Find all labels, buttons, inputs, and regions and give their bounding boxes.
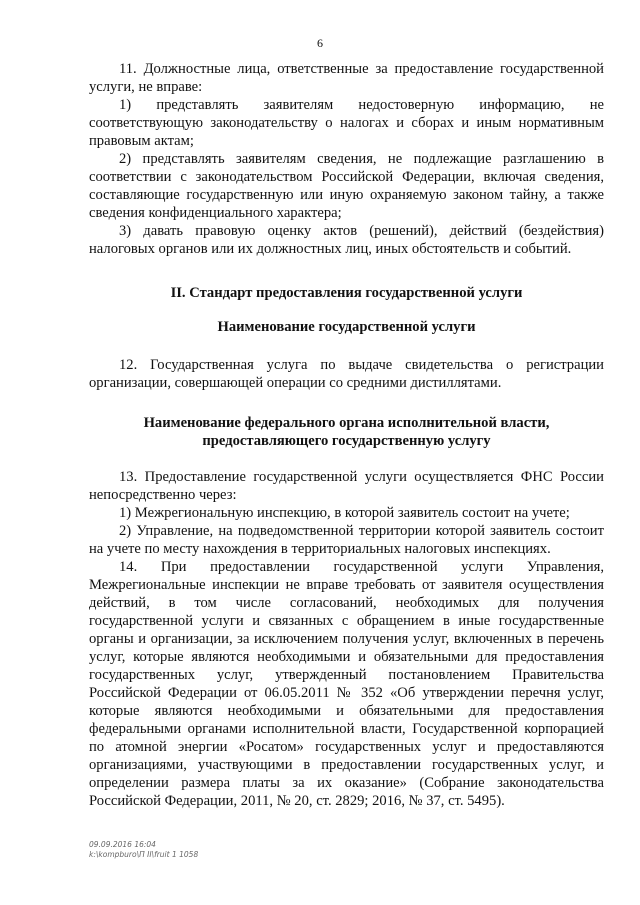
- paragraph-13-item-1: 1) Межрегиональную инспекцию, в которой заявитель состоит на учете;: [119, 505, 570, 521]
- paragraph-11-item-2: 2) представлять заявителям сведения, не подлежащие разглашению в соответствии с законодательством Российской Федерации, включая сведения, составляющие государственную или иную охраняемую законом тайну, а также сведения конфиденциального характера;: [89, 151, 604, 221]
- subheading-authority: [89, 414, 604, 450]
- paragraph-14: 14. При предоставлении государственной услуги Управления, Межрегиональные инспекции не вправе требовать от заявителя осуществления действий, в том числе согласований, необходимых для получения государственной услуги и связанных с обращением в иные государственные органы и организации, за исключением получения услуг, включенных в перечень услуг, которые являются необходимыми и обязательными для предоставления государственных услуг, утвержденный постановлением Правительства Российской Федерации от 06.05.2011 № 352 «Об утверждении перечня услуг, которые являются необходимыми и обязательными для предоставления федеральными органами исполнительной власти, Государственной корпорацией по атомной энергии «Росатом» государственных услуг и предоставляются организациями, участвующими в предоставлении государственных услуг, и определении размера платы за их оказание» (Собрание законодательства Российской Федерации, 2011, № 20, ст. 2829; 2016, № 37, ст. 5495).: [89, 559, 604, 809]
- section-heading: II. Стандарт предоставления государственной услуги: [170, 285, 523, 301]
- paragraph-11: 11. Должностные лица, ответственные за предоставление государственной услуги, не вправе:: [89, 61, 604, 95]
- paragraph-13-item-2: 2) Управление, на подведомственной территории которой заявитель состоит на учете по месту нахождения в территориальных налоговых инспекциях.: [89, 523, 604, 557]
- file-footer: [89, 840, 198, 860]
- subheading-authority-line-2: предоставляющего государственную услугу: [202, 433, 491, 449]
- footer-filepath: k:\kompburo\П II\fruit 1 1058: [89, 850, 199, 859]
- page-number: 6: [317, 36, 323, 50]
- subheading-authority-line-1: Наименование федерального органа исполнительной власти,: [143, 415, 550, 431]
- footer-timestamp: 09.09.2016 16:04: [89, 840, 156, 849]
- paragraph-13: 13. Предоставление государственной услуги осуществляется ФНС России непосредственно через:: [89, 469, 604, 503]
- paragraph-11-item-3: 3) давать правовую оценку актов (решений), действий (бездействия) налоговых органов или их должностных лиц, иных обстоятельств и событий.: [89, 223, 604, 257]
- paragraph-11-item-1: 1) представлять заявителям недостоверную информацию, не соответствующую законодательству о налогах и сборах и иным нормативным правовым актам;: [89, 97, 604, 149]
- subheading-service-name: Наименование государственной услуги: [217, 319, 476, 335]
- document-body: [89, 60, 604, 810]
- paragraph-12: 12. Государственная услуга по выдаче свидетельства о регистрации организации, совершающей операции со средними дистиллятами.: [89, 357, 604, 391]
